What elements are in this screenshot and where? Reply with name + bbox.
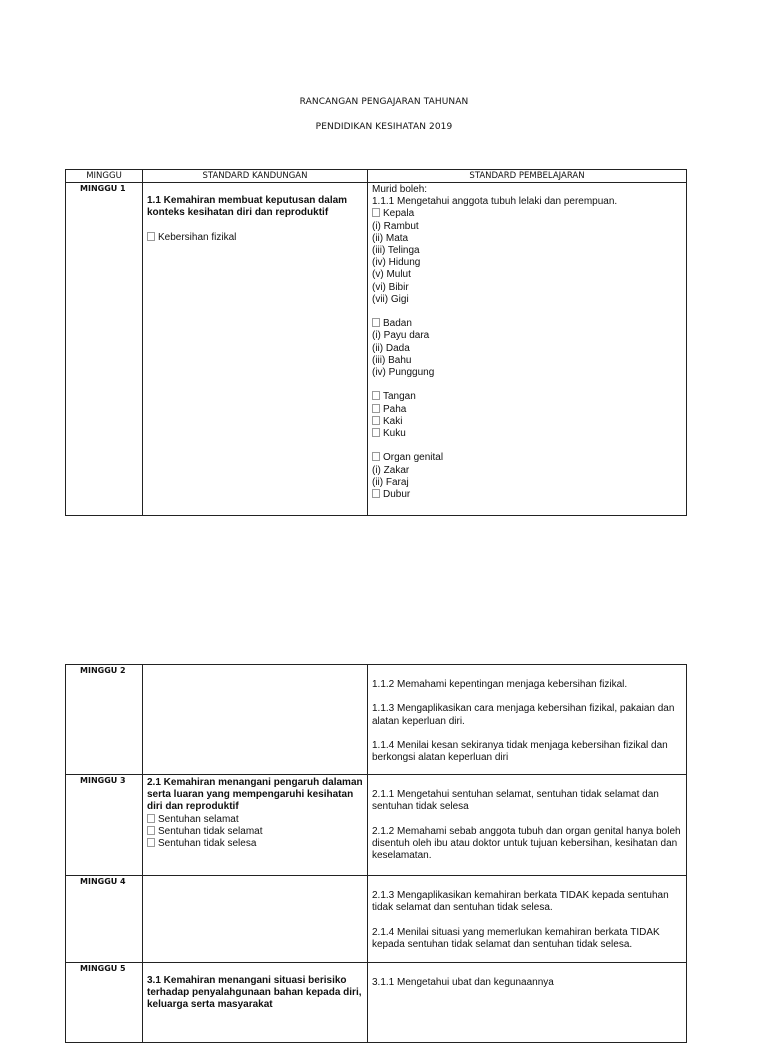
pembelajaran-line: Murid boleh: (372, 184, 428, 195)
kandungan-cell (143, 183, 368, 516)
kandungan-cell (143, 876, 368, 963)
pembelajaran-cell (368, 876, 687, 963)
header-standard-pembelajaran: STANDARD PEMBELAJARAN (368, 170, 687, 183)
pembelajaran-item: 1.1.3 Mengaplikasikan cara menjaga kebersihan fizikal, pakaian dan alatan keperluan diri. (372, 703, 675, 727)
pembelajaran-item: 1.1.4 Menilai kesan sekiranya tidak menjaga kebersihan fizikal dan berkongsi alatan keperluan diri (372, 739, 668, 764)
document-subtitle: PENDIDIKAN KESIHATAN 2019 (315, 122, 453, 132)
checkbox-icon (147, 814, 155, 823)
table-row-minggu-2 (66, 665, 687, 775)
pembelajaran-line (372, 306, 682, 318)
pembelajaran-cell (368, 183, 687, 516)
pembelajaran-line: Tangan (372, 391, 682, 403)
kandungan-title: 1.1 Kemahiran membuat keputusan dalam konteks kesihatan diri dan reproduktif (147, 195, 348, 219)
kandungan-cell (143, 963, 368, 1043)
checkbox-icon (147, 826, 155, 835)
pembelajaran-line: Organ genital (372, 452, 682, 464)
checkbox-icon (372, 452, 380, 461)
plan-table-page-2 (65, 664, 687, 1043)
pembelajaran-line: (iv) Punggung (372, 367, 435, 379)
pembelajaran-line: (ii) Faraj (372, 476, 409, 488)
pembelajaran-item: 2.1.1 Mengetahui sentuhan selamat, sentuhan tidak selamat dan sentuhan tidak selesa (372, 789, 659, 813)
checkbox-icon (372, 416, 380, 425)
checkbox-icon (372, 428, 380, 437)
pembelajaran-item: 3.1.1 Mengetahui ubat dan kegunaannya (372, 977, 554, 988)
pembelajaran-line: (ii) Dada (372, 342, 410, 354)
pembelajaran-line: (vi) Bibir (372, 281, 409, 293)
kandungan-item: Sentuhan tidak selamat (147, 826, 363, 838)
pembelajaran-line: Kuku (372, 428, 682, 440)
pembelajaran-line: Kaki (372, 416, 682, 428)
pembelajaran-line (372, 379, 682, 391)
pembelajaran-line: 1.1.1 Mengetahui anggota tubuh lelaki dan perempuan. (372, 196, 618, 208)
pembelajaran-line: (vii) Gigi (372, 293, 409, 305)
kandungan-item: Sentuhan tidak selesa (147, 838, 363, 850)
document-title: RANCANGAN PENGAJARAN TAHUNAN (299, 97, 469, 107)
pembelajaran-line: (iii) Bahu (372, 354, 412, 366)
pembelajaran-line: Kepala (372, 208, 682, 220)
pembelajaran-line (372, 440, 682, 452)
table-row-minggu-5 (66, 963, 687, 1043)
pembelajaran-item: 2.1.3 Mengaplikasikan kemahiran berkata TIDAK kepada sentuhan tidak selamat dan sentuhan tidak selesa. (372, 890, 669, 914)
table-header-row (66, 170, 687, 183)
plan-table-page-1 (65, 169, 687, 516)
table-row-minggu-3 (66, 775, 687, 876)
pembelajaran-line: (i) Zakar (372, 464, 410, 476)
pembelajaran-line: (i) Payu dara (372, 330, 430, 342)
week-label: MINGGU 5 (66, 963, 143, 1043)
pembelajaran-line: Badan (372, 318, 682, 330)
checkbox-icon (372, 489, 380, 498)
pembelajaran-line: (v) Mulut (372, 269, 411, 281)
table-row-minggu-4 (66, 876, 687, 963)
pembelajaran-line: (ii) Mata (372, 232, 409, 244)
checkbox-icon (147, 838, 155, 847)
checkbox-icon (147, 232, 155, 241)
checkbox-icon (372, 318, 380, 327)
pembelajaran-line: (iv) Hidung (372, 257, 421, 269)
kandungan-cell (143, 775, 368, 876)
pembelajaran-cell (368, 665, 687, 775)
checkbox-icon (372, 391, 380, 400)
pembelajaran-item: 1.1.2 Memahami kepentingan menjaga kebersihan fizikal. (372, 679, 628, 690)
pembelajaran-item: 2.1.4 Menilai situasi yang memerlukan kemahiran berkata TIDAK kepada sentuhan tidak selamat dan sentuhan tidak selesa. (372, 926, 660, 950)
pembelajaran-line: (iii) Telinga (372, 245, 420, 257)
table-row-minggu-1 (66, 183, 687, 516)
pembelajaran-cell (368, 963, 687, 1043)
pembelajaran-line: (i) Rambut (372, 220, 419, 232)
kandungan-item: Sentuhan selamat (147, 814, 363, 826)
pembelajaran-line: Dubur (372, 489, 682, 501)
header-standard-kandungan: STANDARD KANDUNGAN (143, 170, 368, 183)
checkbox-icon (372, 404, 380, 413)
checkbox-icon (372, 208, 380, 217)
pembelajaran-line: Paha (372, 404, 682, 416)
week-label: MINGGU 4 (66, 876, 143, 963)
kandungan-title: 2.1 Kemahiran menangani pengaruh dalaman serta luaran yang mempengaruhi kesihatan diri dan reproduktif (147, 777, 363, 813)
kandungan-item: Kebersihan fizikal (147, 232, 363, 244)
pembelajaran-item: 2.1.2 Memahami sebab anggota tubuh dan organ genital hanya boleh disentuh oleh ibu atau doktor untuk tujuan kebersihan, kesihatan dan keselamatan. (372, 825, 681, 861)
pembelajaran-cell (368, 775, 687, 876)
kandungan-title: 3.1 Kemahiran menangani situasi berisiko terhadap penyalahgunaan bahan kepada diri, keluarga serta masyarakat (147, 975, 362, 1011)
week-label: MINGGU 2 (66, 665, 143, 775)
week-label: MINGGU 3 (66, 775, 143, 876)
week-label: MINGGU 1 (66, 183, 143, 516)
header-minggu: MINGGU (66, 170, 143, 183)
kandungan-cell (143, 665, 368, 775)
